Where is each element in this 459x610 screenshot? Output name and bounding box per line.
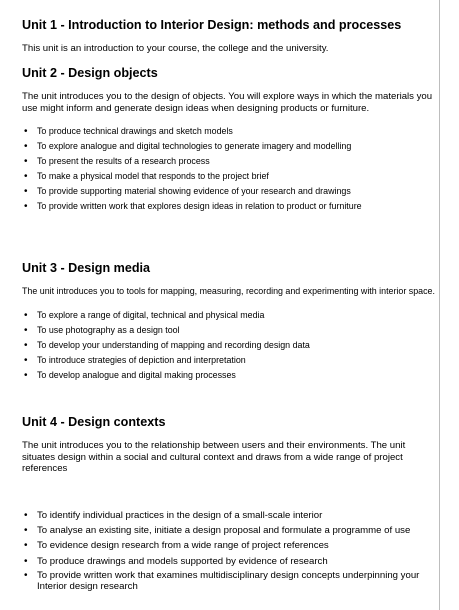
list-item: • To develop your understanding of mapping and recording design data <box>22 338 438 353</box>
unit-4-heading: Unit 4 - Design contexts <box>22 415 166 429</box>
list-item: • To explore a range of digital, technical and physical media <box>22 308 438 323</box>
list-item: • To use photography as a design tool <box>22 323 438 338</box>
unit-3-objectives <box>22 308 438 383</box>
list-item: • To explore analogue and digital technologies to generate imagery and modelling <box>22 139 438 154</box>
unit-1-section <box>22 17 438 55</box>
list-item: • To make a physical model that responds to the project brief <box>22 169 438 184</box>
list-item: • To present the results of a research process <box>22 154 438 169</box>
list-item: • To produce technical drawings and sketch models <box>22 124 438 139</box>
unit-2-section <box>22 65 438 214</box>
list-item: • To identify individual practices in the design of a small-scale interior <box>22 508 438 523</box>
list-item: • To provide written work that explores design ideas in relation to product or furniture <box>22 199 438 214</box>
unit-4-objectives <box>22 508 438 593</box>
unit-2-heading: Unit 2 - Design objects <box>22 66 158 80</box>
unit-3-description: The unit introduces you to tools for mapping, measuring, recording and experimenting with interior space. <box>22 286 435 296</box>
list-item: • To introduce strategies of depiction and interpretation <box>22 353 438 368</box>
unit-1-description: This unit is an introduction to your course, the college and the university. <box>22 43 329 54</box>
unit-1-heading: Unit 1 - Introduction to Interior Design: methods and processes <box>22 18 402 32</box>
list-item: • To provide supporting material showing evidence of your research and drawings <box>22 184 438 199</box>
unit-2-objectives <box>22 124 438 214</box>
list-item: • To produce drawings and models supported by evidence of research <box>22 554 438 569</box>
list-item: • To evidence design research from a wide range of project references <box>22 538 438 553</box>
list-item: • To develop analogue and digital making processes <box>22 368 438 383</box>
unit-3-heading: Unit 3 - Design media <box>22 261 151 275</box>
unit-3-section <box>22 260 438 383</box>
page-margin-line <box>439 0 440 610</box>
unit-4-section <box>22 414 438 475</box>
list-item: • To provide written work that examines multidisciplinary design concepts underpinning your Interior design research <box>22 569 438 593</box>
unit-2-description: The unit introduces you to the design of objects. You will explore ways in which the materials you use might inform and generate design ideas when designing products or furniture. <box>22 91 433 114</box>
list-item: • To analyse an existing site, initiate a design proposal and formulate a programme of use <box>22 523 438 538</box>
unit-4-description: The unit introduces you to the relationship between users and their environments. The unit situates design within a social and cultural context and draws from a wide range of project references <box>22 440 406 474</box>
